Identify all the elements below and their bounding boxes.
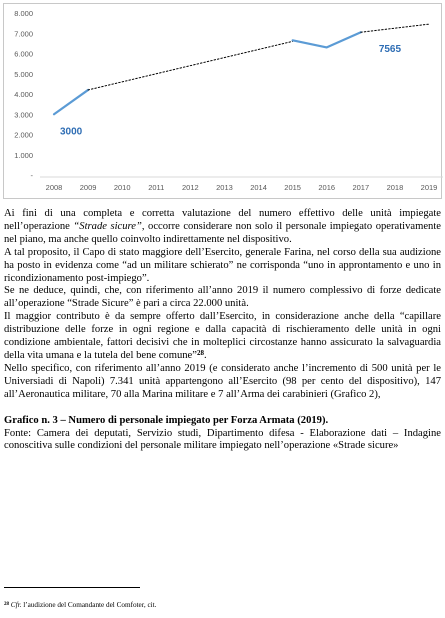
y-tick-label: 3.000 [14,110,33,120]
x-tick-label: 2016 [318,183,336,192]
y-tick-label: - [30,171,33,180]
x-tick-label: 2013 [216,183,233,192]
x-tick-label: 2011 [148,183,165,192]
x-tick-label: 2017 [352,183,370,192]
paragraph-2: A tal proposito, il Capo di stato maggiore dell’Esercito, generale Farina, nel corso della sua audizione ha posto in evidenza come “ad un militare schierato” ne corrisponda “uno in approntamento e uno in ricondizionamento post-impiego”. [4,246,441,284]
figure-caption-source: Fonte: Camera dei deputati, Servizio studi, Dipartimento difesa - Elaborazione dati – Indagine conoscitiva sulle condizioni del personale militare impiegato nell’operazione «Strade sicure» [4,427,441,452]
x-tick-label: 2010 [113,183,131,192]
x-tick-label: 2014 [250,183,267,192]
paragraph-4-end: . [203,349,207,361]
data-line [54,90,88,114]
body-text [4,208,441,453]
x-tick-label: 2008 [45,183,63,192]
line-chart [3,3,442,199]
y-tick-label: 1.000 [14,150,33,160]
figure-caption-title: Grafico n. 3 – Numero di personale impiegato per Forza Armata (2019). [4,414,329,426]
footnote [4,601,441,610]
data-label: 7565 [378,44,402,56]
footnote-number: 28 [4,602,9,607]
footnote-ref[interactable]: 28 [196,348,204,357]
operation-name: “Strade sicure” [73,220,142,232]
paragraph-5: Nello specifico, con riferimento all’anno 2019 (e considerato anche l’incremento di 500 unità per le Universiadi di Napoli) 7.341 unità appartengono all’Esercito (98 per cento del dispositivo), 147 all’Aeronautica militare, 70 alla Marina militare e 7 all’Arma dei carabinieri (Grafico 2), [4,362,441,400]
chart-svg [4,4,443,200]
paragraph-1-end: , occorre considerare non solo il personale impiegato operativamente nel piano, ma anche quello coinvolto indirettamente nel dispositivo. [4,220,441,245]
x-tick-label: 2015 [284,183,301,192]
y-tick-label: 5.000 [14,69,33,79]
paragraph-3: Se ne deduce, quindi, che, con riferimento all’anno 2019 il numero complessivo di forze dedicate all’operazione “Strade Sicure” è pari a circa 22.000 unità. [4,285,441,310]
paragraph-4 [4,311,441,363]
y-tick-label: 4.000 [14,90,33,99]
footnote-text: l’audizione del Comandante del Comfoter, cit. [21,601,157,609]
x-tick-label: 2012 [182,183,199,192]
data-line [293,32,361,47]
y-tick-label: 8.000 [14,9,33,18]
paragraph-1-start: Ai fini di una completa e corretta valutazione del numero effettivo delle unità impiegate nell’operazione [4,208,441,232]
x-tick-label: 2018 [386,183,404,192]
y-tick-label: 7.000 [14,29,33,39]
trend-line-dotted [361,24,429,32]
footnote-cfr: Cfr. [10,601,22,609]
y-tick-label: 2.000 [14,130,33,140]
data-label: 3000 [60,126,83,138]
x-tick-label: 2009 [79,183,97,192]
paragraph-4-text: Il maggior contributo è da sempre offerto dall’Esercito, in considerazione anche della “capillare distribuzione delle forze in ogni regione e dalla capacità di rischieramento delle unità in ogni condizione ambientale, fattori decisivi che in molteplici circostanze hanno assicurato la salvaguardia della vita umana e la tutela del bene comune” [4,311,441,361]
footnote-divider [4,587,140,588]
x-tick-label: 2019 [420,183,438,192]
y-tick-label: 6.000 [14,49,33,59]
paragraph-1 [4,208,441,247]
trend-line-dotted [88,41,293,90]
